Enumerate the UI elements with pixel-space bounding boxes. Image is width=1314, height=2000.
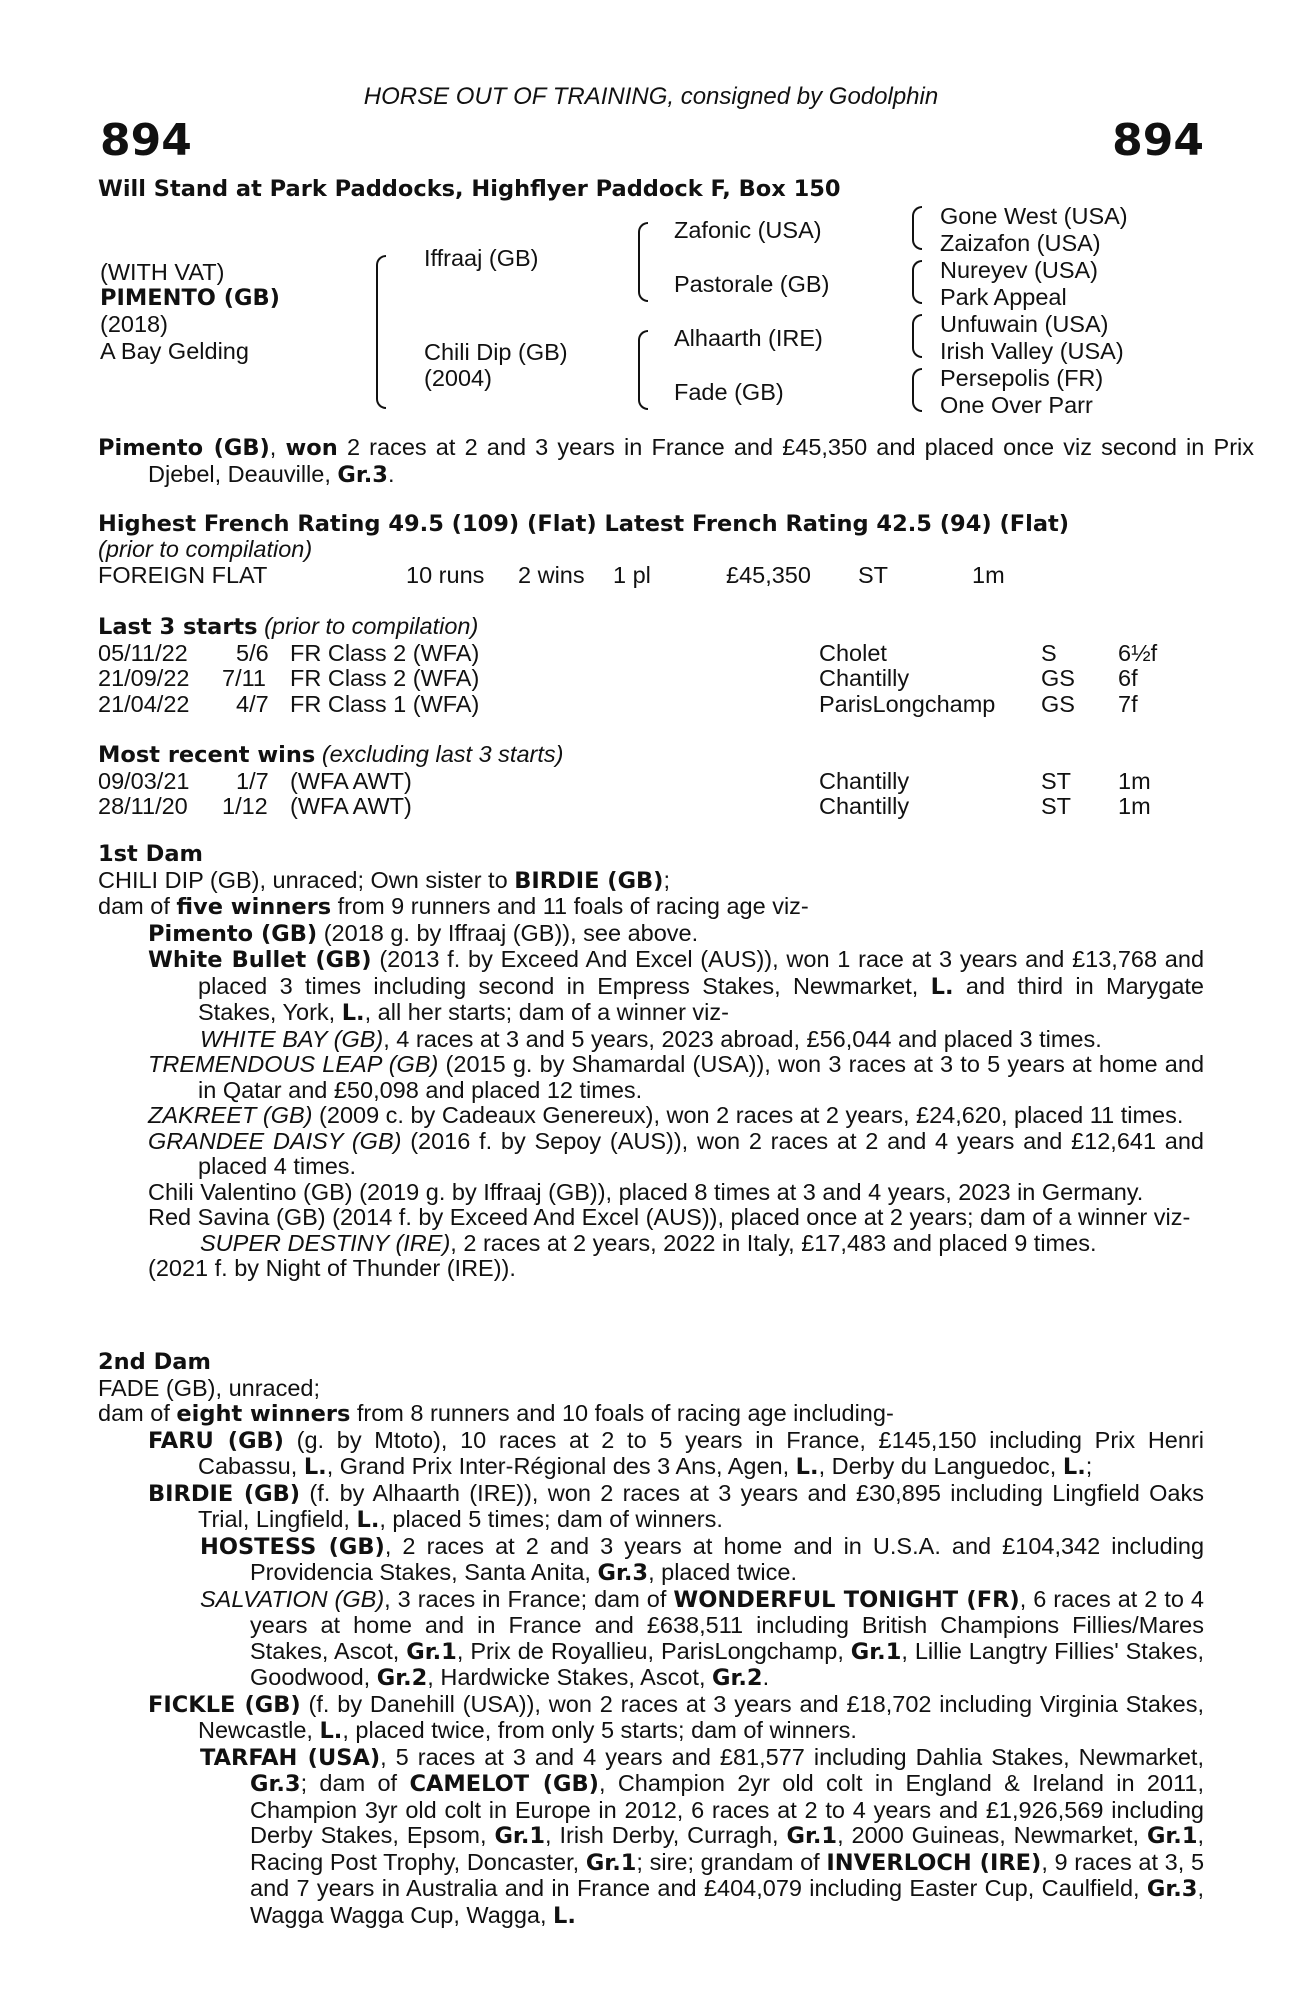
offspring-entry: TARFAH (USA), 5 races at 3 and 4 years and £81,577 including Dahlia Stakes, Newmarket, Gr.3; dam of CAMELOT (GB), Champion 2yr old colt in England & Ireland in 2011, Champion 3yr old colt in Europe in 2012, 6 races at 2 to 4 years and £1,926,569 including Derby Stakes, Epsom, Gr.1, Irish Derby, Curragh, Gr.1, 2000 Guineas, Newmarket, Gr.1, Racing Post Trophy, Doncaster, Gr.1; sire; grandam of INVERLOCH (IRE), 9 races at 3, 5 and 7 years in Australia and in France and £404,079 including Easter Cup, Caulfield, Gr.3, Wagga Wagga Cup, Wagga, L.	[200, 1743, 1205, 1929]
start-row: 05/11/22 5/6 FR Class 2 (WFA) Cholet S 6½f	[98, 639, 1158, 666]
offspring-entry: BIRDIE (GB) (f. by Alhaarth (IRE)), won 2 races at 3 years and £30,895 including Lingfield Oaks Trial, Lingfield, L., placed 5 times; dam of winners.	[148, 1479, 1205, 1533]
sire-dam: Pastorale (GB)	[674, 271, 830, 297]
brace-g34	[912, 260, 922, 304]
offspring-entry: White Bullet (GB) (2013 f. by Exceed And Excel (AUS)), won 1 race at 3 years and £13,768 and placed 3 times including second in Empress Stakes, Newmarket, L. and third in Marygate Stakes, York, L., all her starts; dam of a winner viz-	[148, 946, 1205, 1026]
offspring-entry: FICKLE (GB) (f. by Danehill (USA)), won 2 races at 3 years and £18,702 including Virginia Stakes, Newcastle, L., placed twice, from only 5 starts; dam of winners.	[148, 1690, 1204, 1744]
rating-note: (prior to compilation)	[98, 536, 313, 562]
ancestor-5: Unfuwain (USA)	[940, 311, 1109, 337]
brace-g12	[912, 206, 922, 250]
dam-name: Chili Dip (GB)	[424, 339, 568, 365]
start-row: 21/04/22 4/7 FR Class 1 (WFA) ParisLongchamp GS 7f	[98, 690, 1138, 717]
win-row: 28/11/20 1/12 (WFA AWT) Chantilly ST 1m	[98, 793, 1151, 819]
offspring-entry: TREMENDOUS LEAP (GB) (2015 g. by Shamardal (USA)), won 3 races at 3 to 5 years at home and in Qatar and £50,098 and placed 12 times.	[148, 1051, 1205, 1103]
brace-g56	[912, 314, 922, 358]
sire-name: Iffraaj (GB)	[424, 245, 539, 271]
rating-section	[98, 511, 1204, 588]
horse-description: A Bay Gelding	[100, 338, 249, 364]
second-dam-section: 2nd Dam FADE (GB), unraced; dam of eight winners from 8 runners and 10 foals of racing age including- FARU (GB) (g. by Mtoto), 10 races at 2 to 5 years in France, £145,150 including Prix Henri Cabassu, L., Grand Prix Inter-Régional des 3 Ans, Agen, L., Derby du Languedoc, L.; BIRDIE (GB) (f. by Alhaarth (IRE)), won 2 races at 3 years and £30,895 including Lingfield Oaks Trial, Lingfield, L., placed 5 times; dam of winners. HOSTESS (GB), 2 races at 2 and 3 years at home and in U.S.A. and £104,342 including Providencia Stakes, Santa Anita, Gr.3, placed twice. SALVATION (GB), 3 races in France; dam of WONDERFUL TONIGHT (FR), 6 races at 2 to 4 years at home and in France and £638,511 including British Champions Fillies/Mares Stakes, Ascot, Gr.1, Prix de Royallieu, ParisLongchamp, Gr.1, Lillie Langtry Fillies' Stakes, Goodwood, Gr.2, Hardwicke Stakes, Ascot, Gr.2. FICKLE (GB) (f. by Danehill (USA)), won 2 races at 3 years and £18,702 including Virginia Stakes, Newcastle, L., placed twice, from only 5 starts; dam of winners. TARFAH (USA), 5 races at 3 and 4 years and £81,577 including Dahlia Stakes, Newmarket, Gr.3; dam of CAMELOT (GB), Champion 2yr old colt in England & Ireland in 2011, Champion 3yr old colt in Europe in 2012, 6 races at 2 to 4 years and £1,926,569 including Derby Stakes, Epsom, Gr.1, Irish Derby, Curragh, Gr.1, 2000 Guineas, Newmarket, Gr.1, Racing Post Trophy, Doncaster, Gr.1; sire; grandam of INVERLOCH (IRE), 9 races at 3, 5 and 7 years in Australia and in France and £404,079 including Easter Cup, Caulfield, Gr.3, Wagga Wagga Cup, Wagga, L.	[98, 1349, 1205, 1929]
first-dam-section: 1st Dam CHILI DIP (GB), unraced; Own sister to BIRDIE (GB); dam of five winners from 9 runners and 11 foals of racing age viz- Pimento (GB) (2018 g. by Iffraaj (GB)), see above. White Bullet (GB) (2013 f. by Exceed And Excel (AUS)), won 1 race at 3 years and £13,768 and placed 3 times including second in Empress Stakes, Newmarket, L. and third in Marygate Stakes, York, L., all her starts; dam of a winner viz- WHITE BAY (GB), 4 races at 3 and 5 years, 2023 abroad, £56,044 and placed 3 times. TREMENDOUS LEAP (GB) (2015 g. by Shamardal (USA)), won 3 races at 3 to 5 years at home and in Qatar and £50,098 and placed 12 times. ZAKREET (GB) (2009 c. by Cadeaux Genereux), won 2 races at 2 years, £24,620, placed 11 times. GRANDEE DAISY (GB) (2016 f. by Sepoy (AUS)), won 2 races at 2 and 4 years and £12,641 and placed 4 times. Chili Valentino (GB) (2019 g. by Iffraaj (GB)), placed 8 times at 3 and 4 years, 2023 in Germany. Red Savina (GB) (2014 f. by Exceed And Excel (AUS)), placed once at 2 years; dam of a winner viz- SUPER DESTINY (IRE), 2 races at 2 years, 2022 in Italy, £17,483 and placed 9 times. (2021 f. by Night of Thunder (IRE)).	[98, 841, 1205, 1281]
last-three-starts: Last 3 starts (prior to compilation) 05/11/22 5/6 FR Class 2 (WFA) Cholet S 6½f 21/09/22 7/11 FR Class 2 (WFA) Chantilly GS 6f 21/04/22 4/7 FR Class 1 (WFA) ParisLongchamp GS 7f	[98, 614, 1204, 717]
ancestor-6: Irish Valley (USA)	[940, 338, 1124, 364]
offspring-entry: Chili Valentino (GB) (2019 g. by Iffraaj (GB)), placed 8 times at 3 and 4 years, 2023 in Germany.	[148, 1178, 1144, 1205]
stand-location: Will Stand at Park Paddocks, Highflyer Paddock F, Box 150	[98, 176, 841, 202]
offspring-entry: WHITE BAY (GB), 4 races at 3 and 5 years, 2023 abroad, £56,044 and placed 3 times.	[200, 1025, 1102, 1052]
most-recent-wins: Most recent wins (excluding last 3 starts) 09/03/21 1/7 (WFA AWT) Chantilly ST 1m 28/11/20 1/12 (WFA AWT) Chantilly ST 1m	[98, 742, 1204, 820]
race-record-row: FOREIGN FLAT 10 runs 2 wins 1 pl £45,350 ST 1m	[98, 561, 1005, 588]
offspring-entry: HOSTESS (GB), 2 races at 2 and 3 years at home and in U.S.A. and £104,342 including Providencia Stakes, Santa Anita, Gr.3, placed twice.	[200, 1532, 1205, 1586]
ancestor-8: One Over Parr	[940, 392, 1093, 418]
brace-sire-parents	[638, 222, 648, 302]
horse-name: PIMENTO (GB)	[100, 285, 280, 311]
rating-title: Highest French Rating 49.5 (109) (Flat) Latest French Rating 42.5 (94) (Flat)	[98, 511, 1070, 537]
sire-sire: Zafonic (USA)	[674, 217, 822, 243]
ancestor-3: Nureyev (USA)	[940, 257, 1099, 283]
offspring-entry: SALVATION (GB), 3 races in France; dam of WONDERFUL TONIGHT (FR), 6 races at 2 to 4 years at home and in France and £638,511 including British Champions Fillies/Mares Stakes, Ascot, Gr.1, Prix de Royallieu, ParisLongchamp, Gr.1, Lillie Langtry Fillies' Stakes, Goodwood, Gr.2, Hardwicke Stakes, Ascot, Gr.2.	[200, 1585, 1204, 1691]
offspring-entry: FARU (GB) (g. by Mtoto), 10 races at 2 to 5 years in France, £145,150 including Prix Henri Cabassu, L., Grand Prix Inter-Régional des 3 Ans, Agen, L., Derby du Languedoc, L.;	[148, 1426, 1204, 1480]
brace-dam-parents	[638, 330, 648, 410]
second-dam-heading: 2nd Dam	[98, 1349, 211, 1375]
ancestor-1: Gone West (USA)	[940, 203, 1128, 229]
brace-g78	[912, 368, 922, 412]
page-title: HORSE OUT OF TRAINING, consigned by Godolphin	[363, 83, 939, 110]
offspring-entry: Red Savina (GB) (2014 f. by Exceed And Excel (AUS)), placed once at 2 years; dam of a winner viz-	[148, 1204, 1191, 1230]
lot-number-left: 894	[100, 115, 192, 166]
win-row: 09/03/21 1/7 (WFA AWT) Chantilly ST 1m	[98, 767, 1151, 794]
offspring-entry: SUPER DESTINY (IRE), 2 races at 2 years, 2022 in Italy, £17,483 and placed 9 times.	[200, 1229, 1097, 1256]
offspring-entry: Pimento (GB) (2018 g. by Iffraaj (GB)), see above.	[148, 919, 699, 947]
dam-sire: Alhaarth (IRE)	[674, 325, 823, 351]
ancestor-7: Persepolis (FR)	[940, 365, 1104, 391]
horse-year: (2018)	[100, 311, 168, 337]
offspring-entry: GRANDEE DAISY (GB) (2016 f. by Sepoy (AUS)), won 2 races at 2 and 4 years and £12,641 and placed 4 times.	[148, 1127, 1205, 1179]
ancestor-4: Park Appeal	[940, 284, 1067, 310]
dam-year: (2004)	[424, 365, 492, 391]
first-dam-heading: 1st Dam	[98, 841, 203, 867]
start-row: 21/09/22 7/11 FR Class 2 (WFA) Chantilly GS 6f	[98, 665, 1138, 691]
dam-dam: Fade (GB)	[674, 379, 784, 405]
vat-note: (WITH VAT)	[100, 259, 225, 285]
ancestor-2: Zaizafon (USA)	[940, 230, 1101, 256]
brace-sire-dam	[376, 255, 386, 409]
lot-number-right: 894	[1112, 115, 1204, 166]
race-summary: Pimento (GB), won 2 races at 2 and 3 years in France and £45,350 and placed once viz second in Prix Djebel, Deauville, Gr.3.	[98, 434, 1254, 488]
offspring-entry: ZAKREET (GB) (2009 c. by Cadeaux Genereux), won 2 races at 2 years, £24,620, placed 11 times.	[148, 1102, 1184, 1128]
offspring-entry: (2021 f. by Night of Thunder (IRE)).	[148, 1255, 516, 1281]
